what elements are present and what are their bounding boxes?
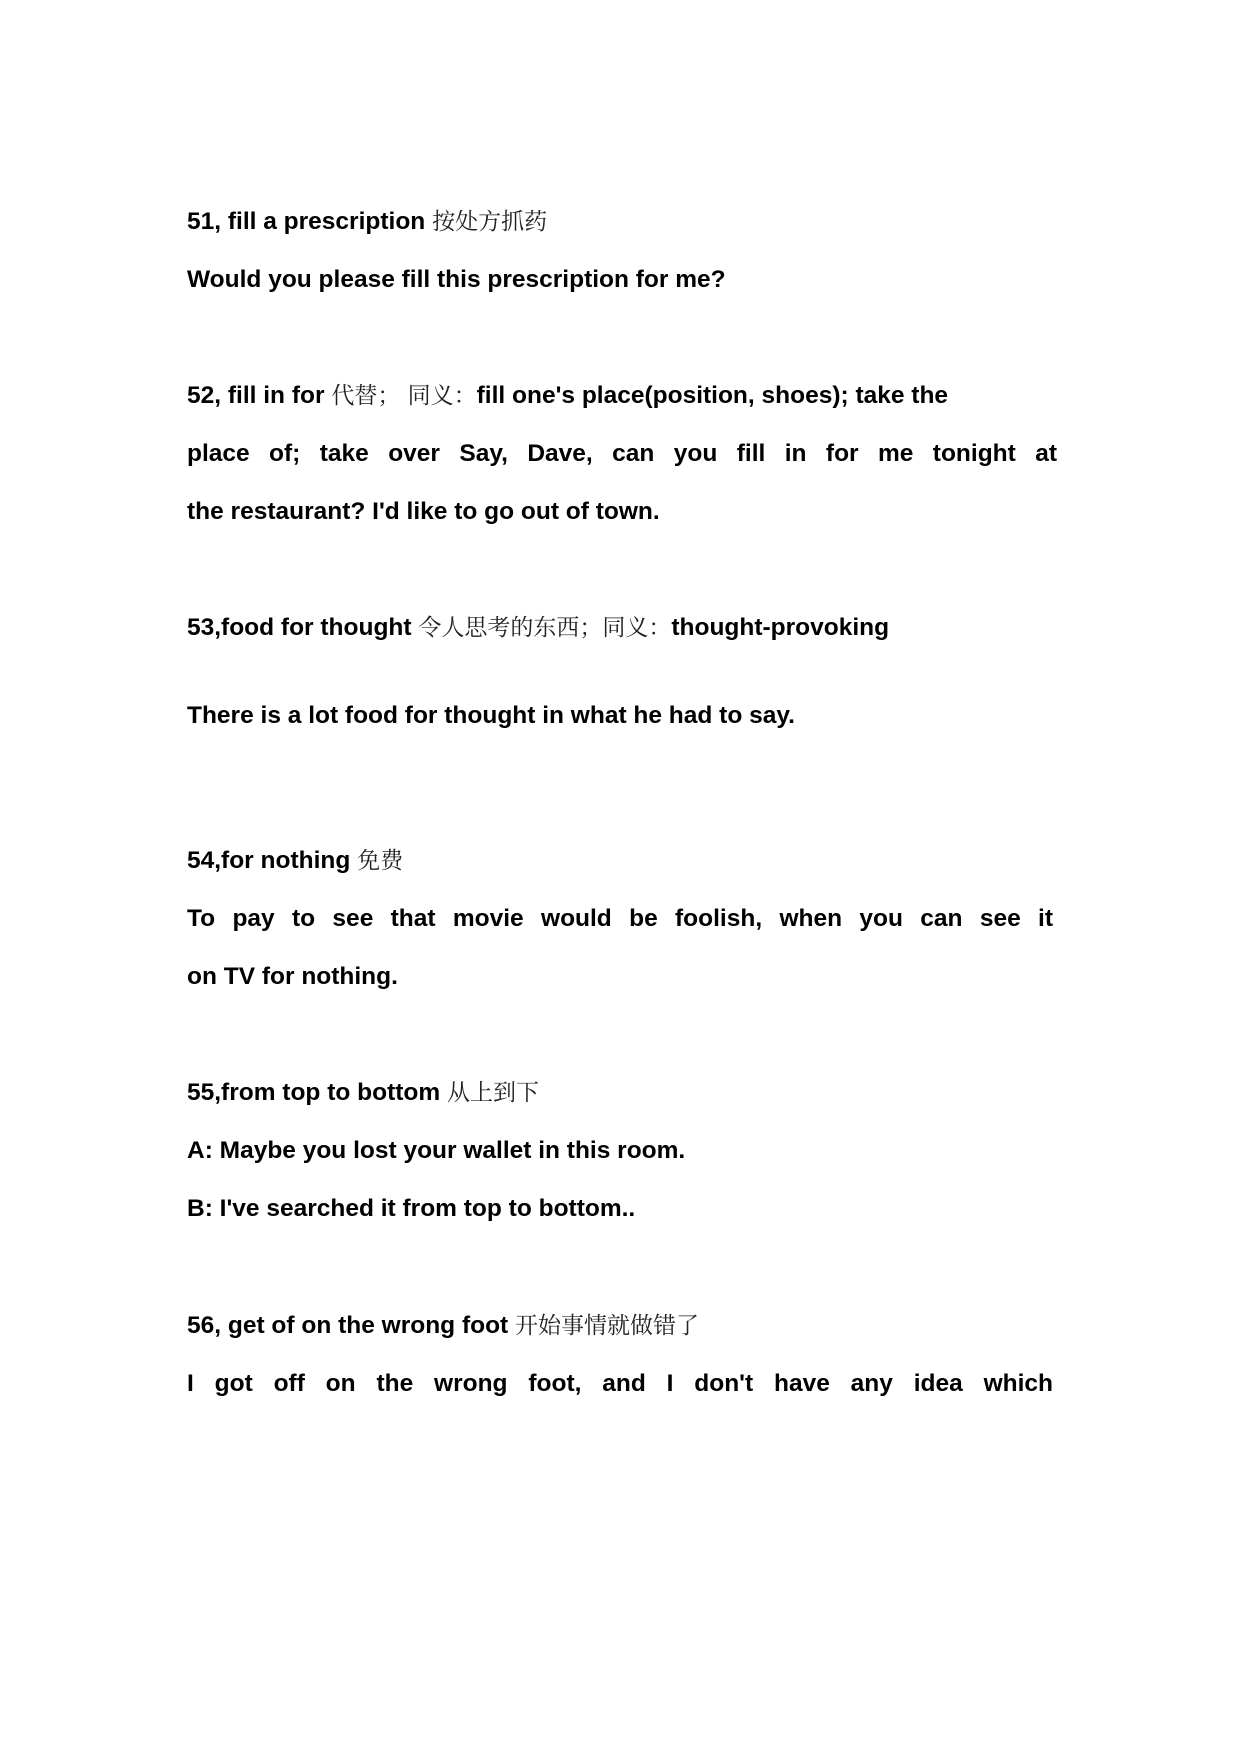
entry-55-example-1: A: Maybe you lost your wallet in this room.	[187, 1137, 686, 1164]
entry-54-example-2: on TV for nothing.	[187, 963, 398, 990]
entry-52-example-1: place of; take over Say, Dave, can you fill in for me tonight at	[187, 440, 1057, 467]
entry-52-synonyms: fill one's place(position, shoes); take the	[476, 382, 949, 409]
entry-55-phrase: 55,from top to bottom	[187, 1079, 441, 1106]
entry-52-phrase: 52, fill in for	[187, 382, 325, 409]
entry-55-heading	[187, 1078, 1087, 1108]
entry-56-heading	[187, 1311, 1087, 1341]
entry-55-translation: 从上到下	[446, 1080, 539, 1106]
entry-51-phrase: 51, fill a prescription	[187, 208, 426, 235]
entry-53-example-1: There is a lot food for thought in what he had to say.	[187, 702, 795, 729]
entry-54-phrase: 54,for nothing	[187, 847, 351, 874]
entry-56-example-1: I got off on the wrong foot, and I don't have any idea which	[187, 1370, 1053, 1397]
entry-53-synonym: thought-provoking	[671, 614, 890, 641]
entry-53-translation: 令人思考的东西；同义：	[418, 615, 672, 641]
entry-56-phrase: 56, get of on the wrong foot	[187, 1312, 509, 1339]
entry-52-translation: 代替； 同义：	[331, 383, 477, 409]
entry-56-translation: 开始事情就做错了	[515, 1313, 700, 1339]
entry-51-example-1: Would you please fill this prescription for me?	[187, 266, 726, 293]
entry-54-heading	[187, 846, 1087, 876]
entry-52-example-2: the restaurant? I'd like to go out of town.	[187, 498, 660, 525]
entry-51-heading	[187, 207, 1087, 237]
entry-54-example-1: To pay to see that movie would be foolish, when you can see it	[187, 905, 1053, 932]
entry-51-translation: 按处方抓药	[432, 209, 548, 235]
entry-52-heading	[187, 381, 1087, 411]
entry-53-phrase: 53,food for thought	[187, 614, 412, 641]
entry-53-heading	[187, 613, 1087, 643]
entry-55-example-2: B: I've searched it from top to bottom..	[187, 1195, 636, 1222]
entry-54-translation: 免费	[357, 848, 404, 874]
